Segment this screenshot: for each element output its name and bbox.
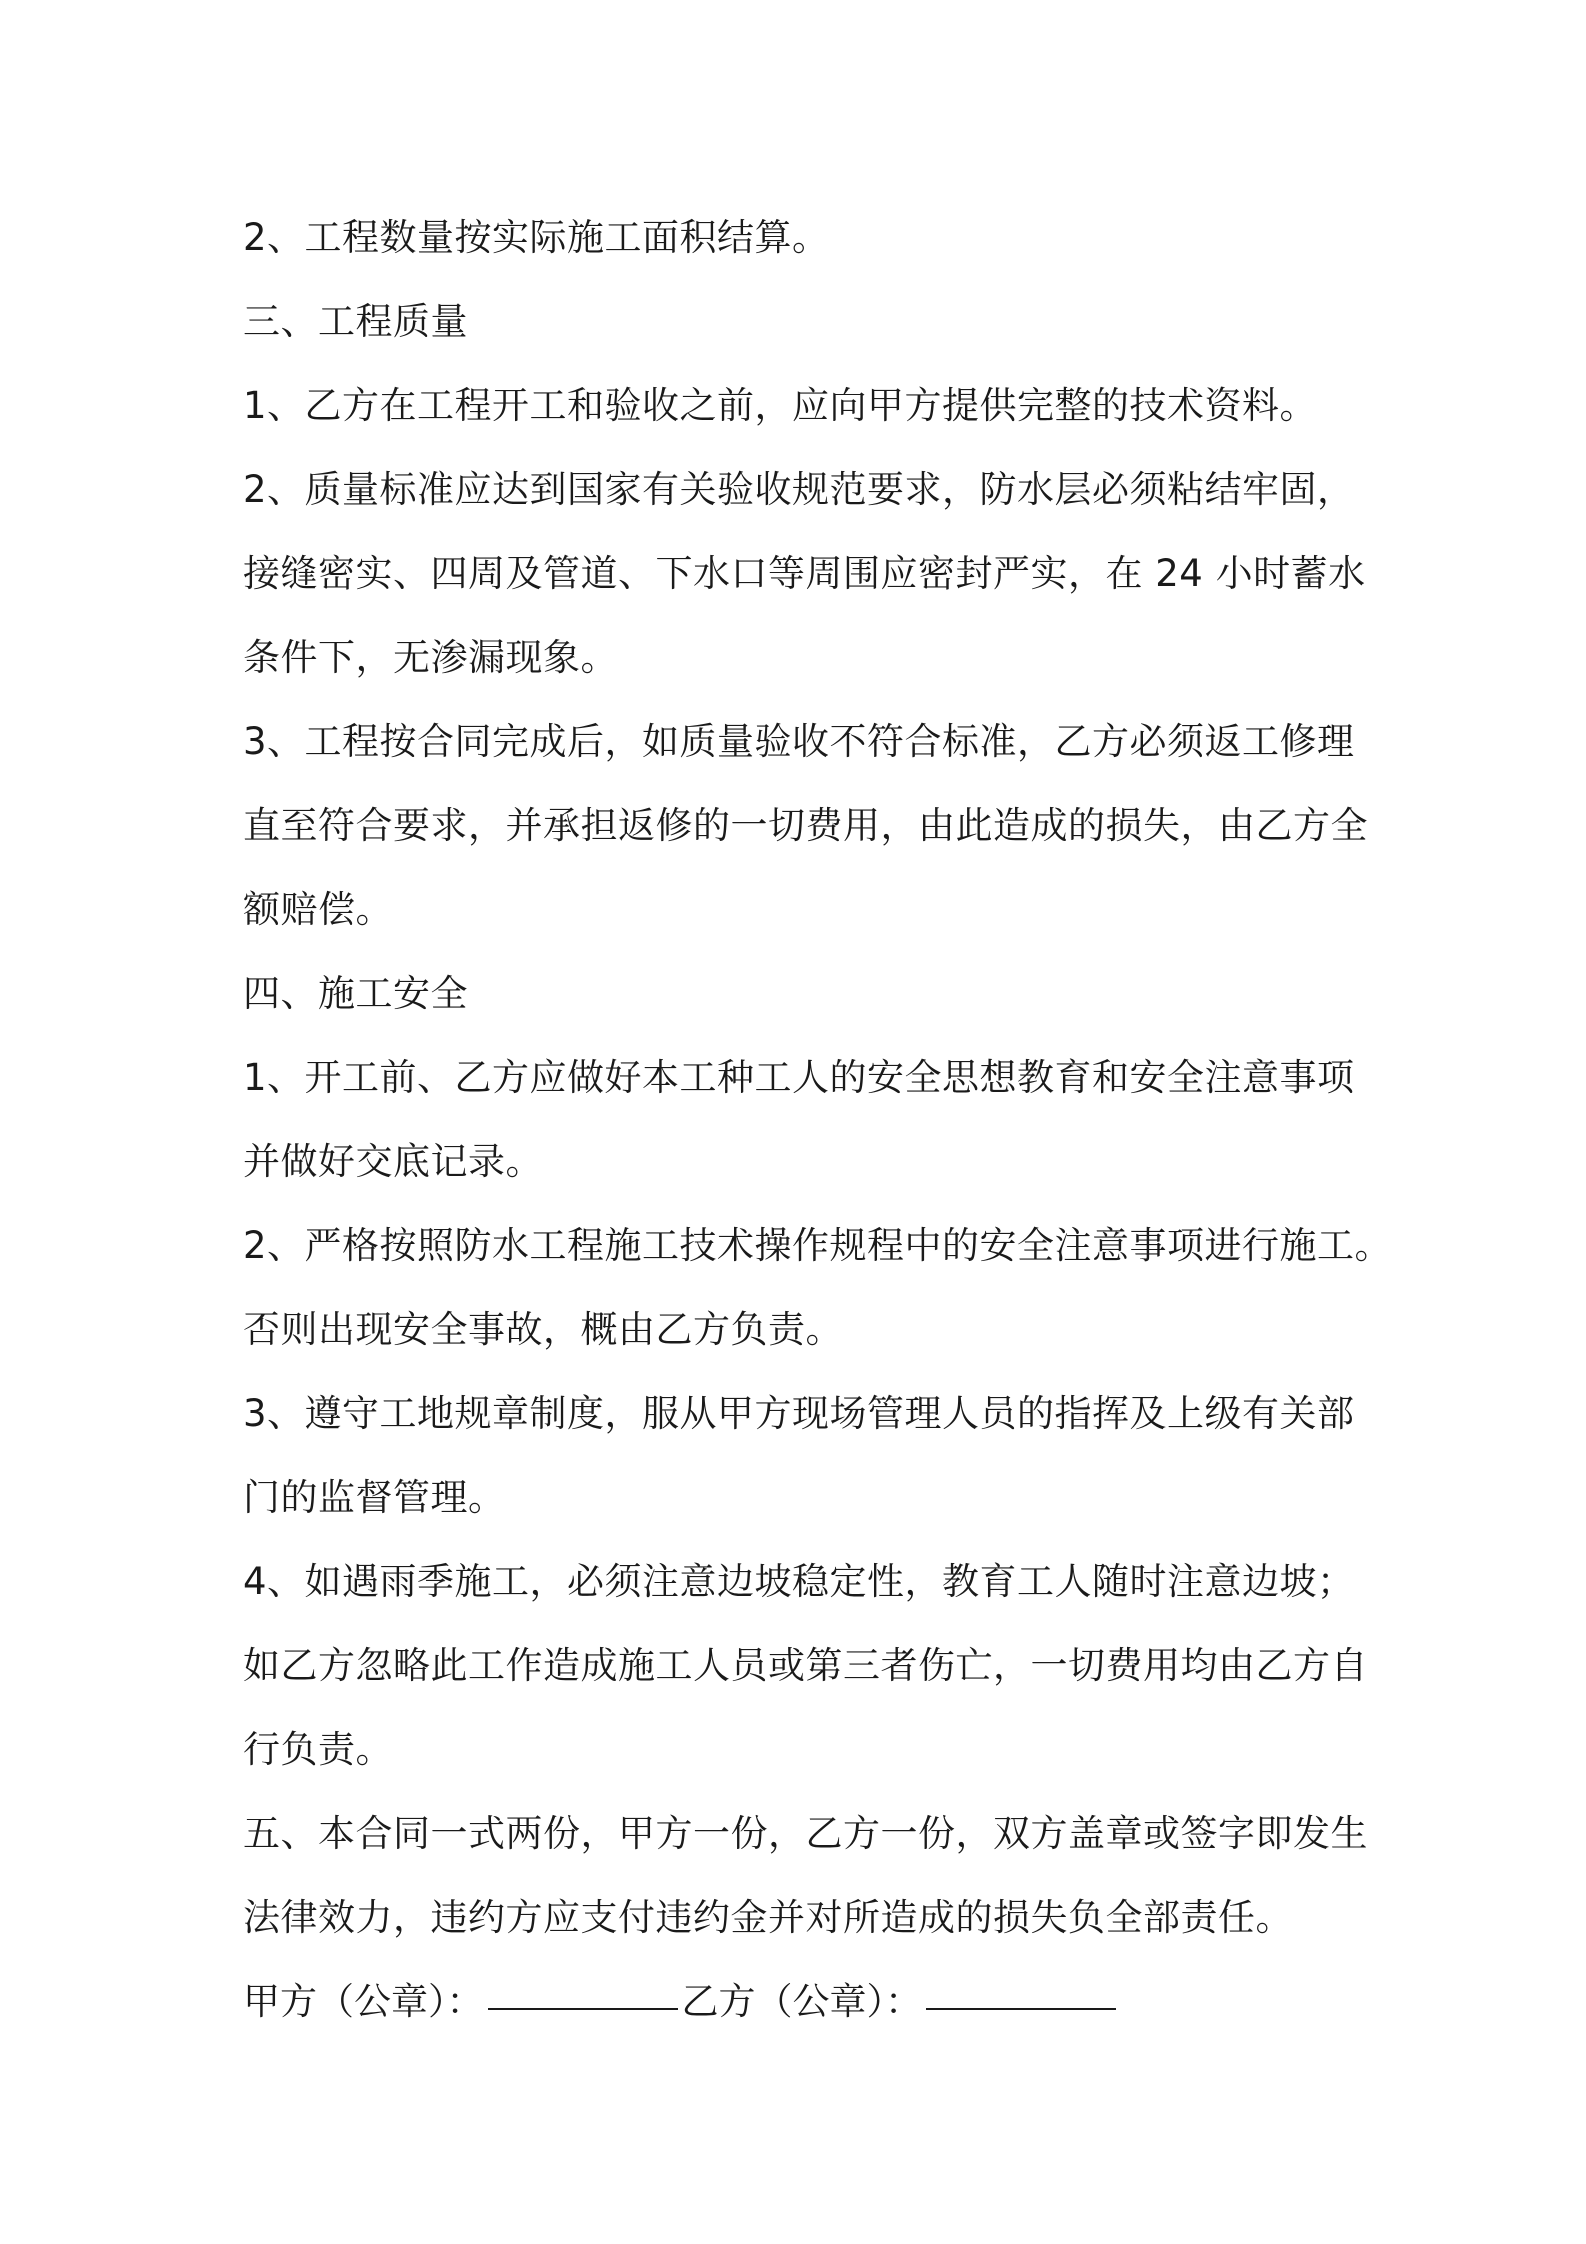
party-b-label: 乙方（公章）：	[681, 1980, 922, 2023]
text-line: 额赔偿。	[243, 888, 393, 931]
text-line: 2、质量标准应达到国家有关验收规范要求，防水层必须粘结牢固，	[243, 468, 1355, 511]
text-line: 如乙方忽略此工作造成施工人员或第三者伤亡，一切费用均由乙方自	[243, 1644, 1368, 1687]
text-line: 2、严格按照防水工程施工技术操作规程中的安全注意事项进行施工。	[243, 1224, 1393, 1267]
text-line: 门的监督管理。	[243, 1476, 506, 1519]
party-b-blank	[926, 2007, 1116, 2010]
text-line: 接缝密实、四周及管道、下水口等周围应密封严实，在 24 小时蓄水	[243, 552, 1366, 595]
text-line: 3、工程按合同完成后，如质量验收不符合标准，乙方必须返工修理	[243, 720, 1355, 763]
text-line: 4、如遇雨季施工，必须注意边坡稳定性，教育工人随时注意边坡；	[243, 1560, 1355, 1603]
document-body	[243, 196, 1393, 2044]
signature-line	[243, 1960, 1393, 2044]
section-heading: 四、施工安全	[243, 972, 468, 1015]
text-line: 1、乙方在工程开工和验收之前，应向甲方提供完整的技术资料。	[243, 384, 1318, 427]
section-heading: 三、工程质量	[243, 300, 468, 343]
party-a-blank	[488, 2007, 678, 2010]
text-line: 行负责。	[243, 1728, 393, 1771]
text-line: 直至符合要求，并承担返修的一切费用，由此造成的损失，由乙方全	[243, 804, 1368, 847]
text-line: 否则出现安全事故，概由乙方负责。	[243, 1308, 843, 1351]
text-line: 并做好交底记录。	[243, 1140, 543, 1183]
text-line: 五、本合同一式两份，甲方一份，乙方一份，双方盖章或签字即发生	[243, 1812, 1368, 1855]
text-line: 3、遵守工地规章制度，服从甲方现场管理人员的指挥及上级有关部	[243, 1392, 1355, 1435]
text-line: 1、开工前、乙方应做好本工种工人的安全思想教育和安全注意事项	[243, 1056, 1355, 1099]
text-line: 条件下，无渗漏现象。	[243, 636, 618, 679]
text-line: 2、工程数量按实际施工面积结算。	[243, 216, 830, 259]
party-a-label: 甲方（公章）：	[243, 1980, 484, 2023]
text-line: 法律效力，违约方应支付违约金并对所造成的损失负全部责任。	[243, 1896, 1293, 1939]
